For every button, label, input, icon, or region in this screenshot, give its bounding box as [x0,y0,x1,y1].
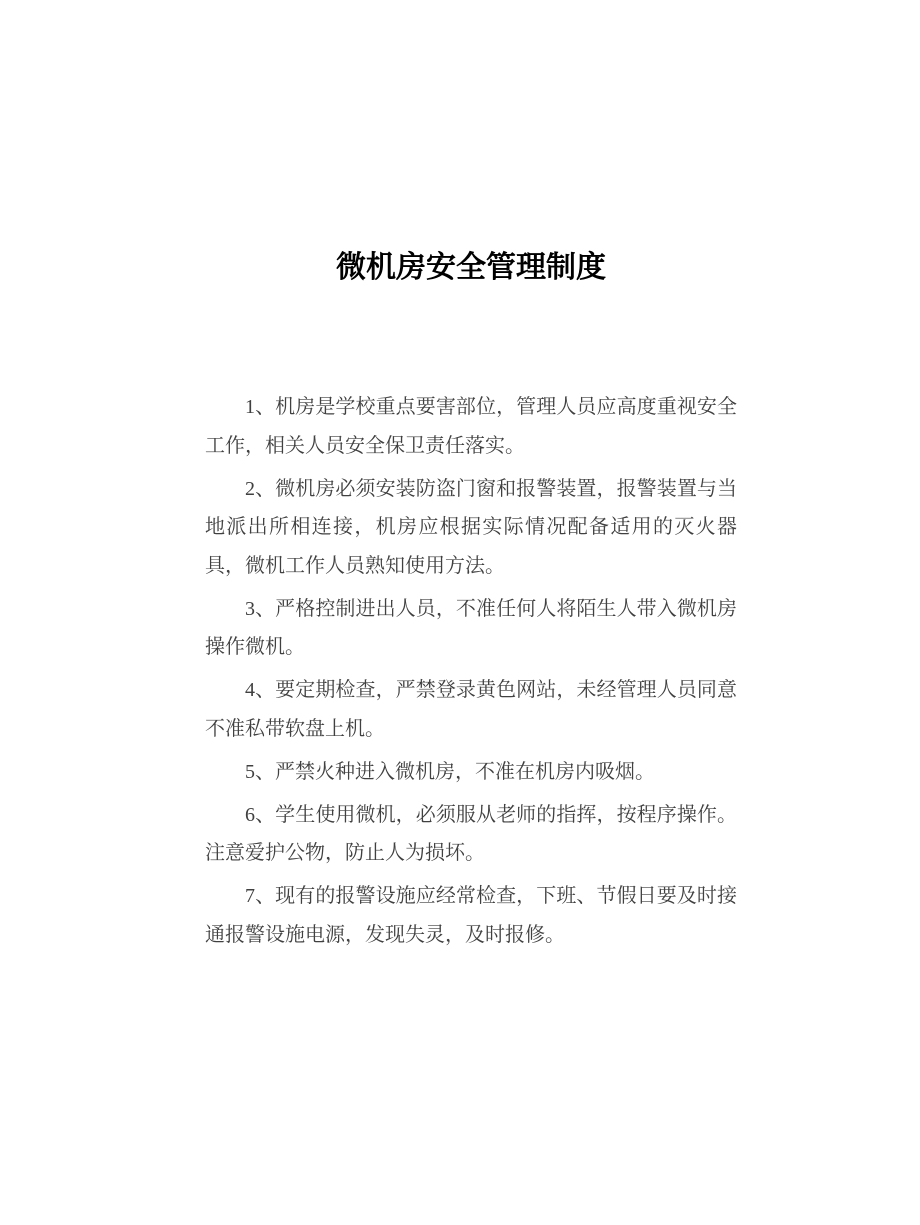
paragraph-3: 3、严格控制进出人员，不准任何人将陌生人带入微机房操作微机。 [205,597,737,658]
paragraph-7: 7、现有的报警设施应经常检查，下班、节假日要及时接通报警设施电源，发现失灵，及时报修。 [205,885,737,946]
paragraph-4: 4、要定期检查，严禁登录黄色网站，未经管理人员同意不准私带软盘上机。 [205,679,737,740]
paragraph-6: 6、学生使用微机，必须服从老师的指挥，按程序操作。注意爱护公物，防止人为损坏。 [205,803,737,864]
paragraph-2: 2、微机房必须安装防盗门窗和报警装置，报警装置与当地派出所相连接，机房应根据实际情况配备适用的灭火器具，微机工作人员熟知使用方法。 [205,477,737,577]
paragraph-5: 5、严禁火种进入微机房，不准在机房内吸烟。 [245,760,655,783]
paragraph-1: 1、机房是学校重点要害部位，管理人员应高度重视安全工作，相关人员安全保卫责任落实。 [205,396,737,457]
document-body [205,388,737,954]
document-title: 微机房安全管理制度 [336,251,606,284]
